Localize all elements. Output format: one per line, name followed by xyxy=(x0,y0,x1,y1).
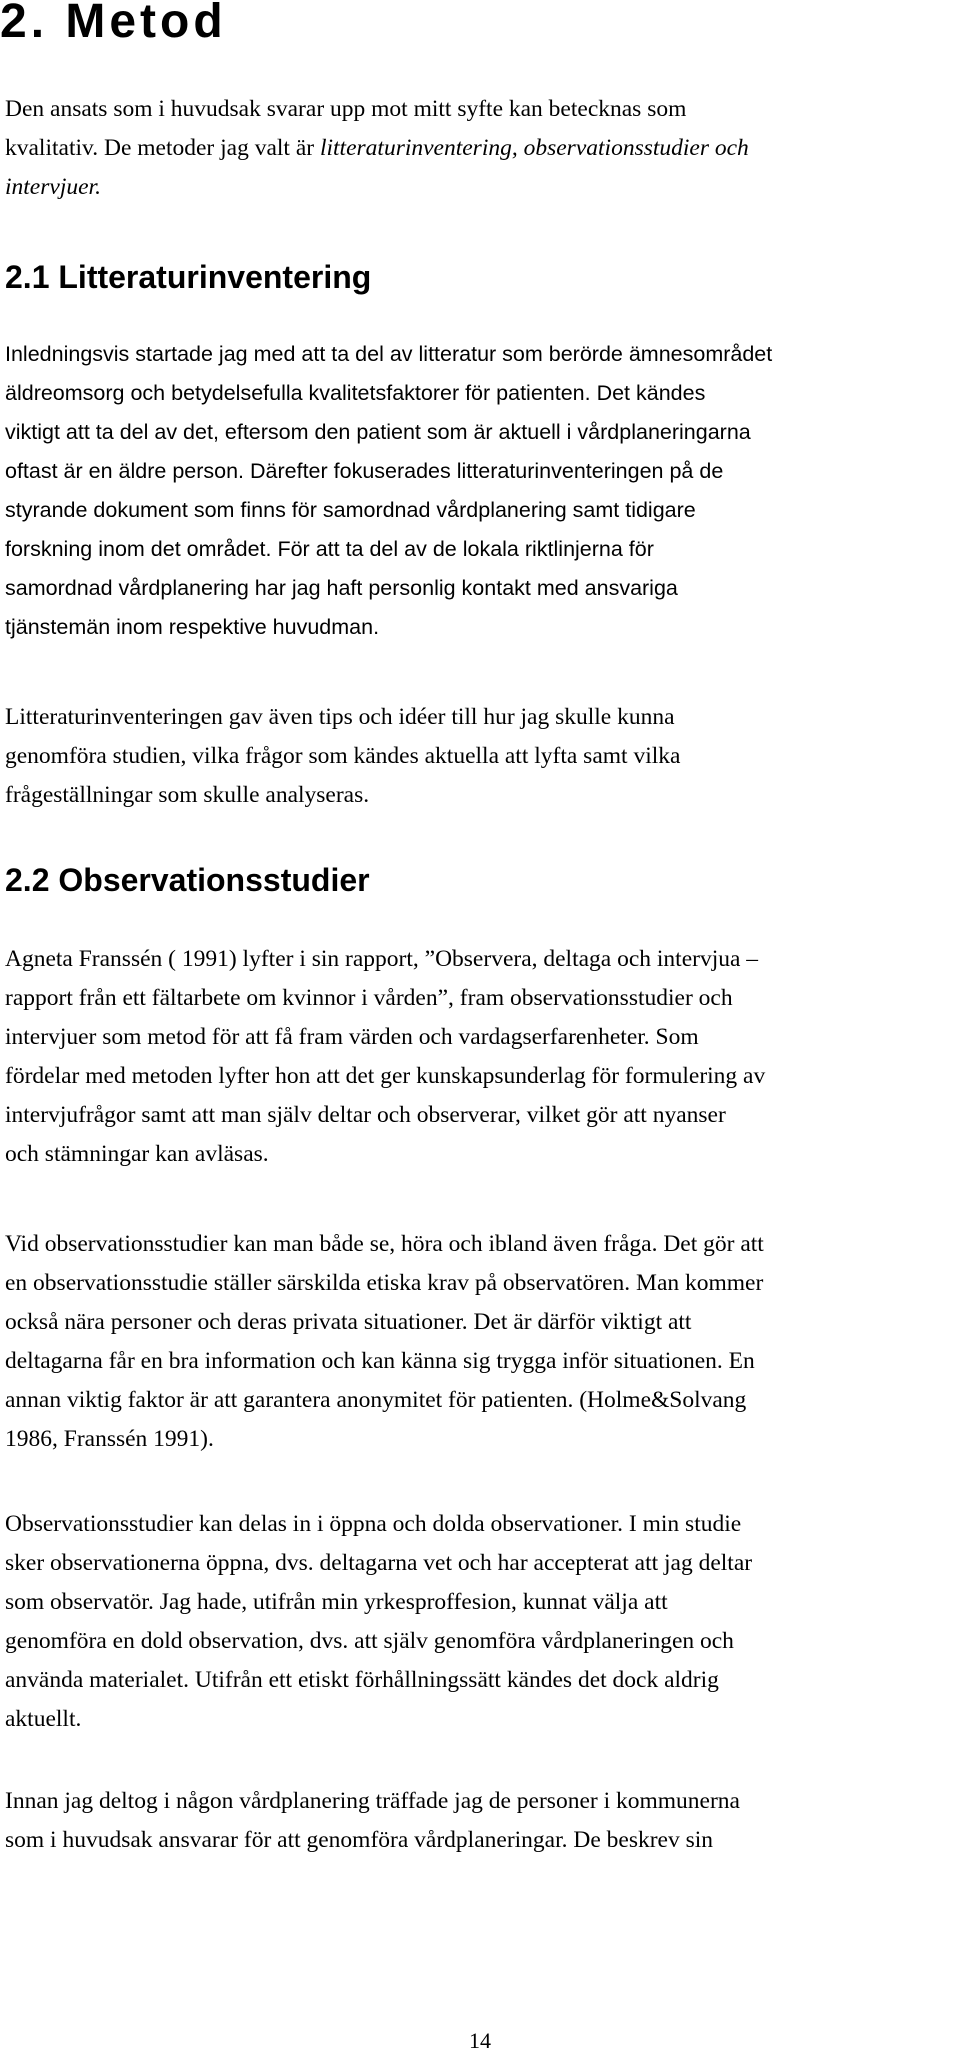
text-line: deltagarna får en bra information och kan känna sig trygga inför situationen. En xyxy=(5,1348,755,1374)
section-2-paragraph-1 xyxy=(5,940,955,1174)
text-line: som i huvudsak ansvarar för att genomföra vårdplaneringar. De beskrev sin xyxy=(5,1827,714,1853)
text-line: en observationsstudie ställer särskilda etiska krav på observatören. Man kommer xyxy=(5,1270,764,1296)
text-line: Agneta Franssén ( 1991) lyfter i sin rapport, ”Observera, deltaga och intervjua – xyxy=(5,946,759,972)
section-2-paragraph-2 xyxy=(5,1225,955,1459)
text-line: Observationsstudier kan delas in i öppna och dolda observationer. I min studie xyxy=(5,1511,742,1537)
text-line: intervjuer som metod för att få fram värden och vardagserfarenheter. Som xyxy=(5,1024,699,1050)
text-line: fördelar med metoden lyfter hon att det ger kunskapsunderlag för formulering av xyxy=(5,1063,766,1089)
text-line: 1986, Franssén 1991). xyxy=(5,1426,214,1452)
intro-paragraph xyxy=(5,90,955,207)
text-line: oftast är en äldre person. Därefter fokuserades litteraturinventeringen på de xyxy=(5,459,724,483)
intro-line: Den ansats som i huvudsak svarar upp mot mitt syfte kan betecknas som xyxy=(5,96,687,122)
text-line: Litteraturinventeringen gav även tips och idéer till hur jag skulle kunna xyxy=(5,704,675,730)
text-line: genomföra studien, vilka frågor som kändes aktuella att lyfta samt vilka xyxy=(5,743,681,769)
section-heading-observationsstudier: 2.2 Observationsstudier xyxy=(5,862,370,898)
text-line: frågeställningar som skulle analyseras. xyxy=(5,782,370,808)
text-line: intervjufrågor samt att man själv deltar och observerar, vilket gör att nyanser xyxy=(5,1102,726,1128)
text-line: och stämningar kan avläsas. xyxy=(5,1141,269,1167)
text-line: annan viktig faktor är att garantera anonymitet för patienten. (Holme&Solvang xyxy=(5,1387,747,1413)
text-line: rapport från ett fältarbete om kvinnor i vården”, fram observationsstudier och xyxy=(5,985,733,1011)
page-number: 14 xyxy=(469,2028,491,2053)
intro-line: intervjuer. xyxy=(5,174,101,200)
text-line: använda materialet. Utifrån ett etiskt förhållningssätt kändes det dock aldrig xyxy=(5,1667,719,1693)
section-2-paragraph-3 xyxy=(5,1505,955,1739)
text-line: samordnad vårdplanering har jag haft personlig kontakt med ansvariga xyxy=(5,576,678,600)
text-line: sker observationerna öppna, dvs. deltagarna vet och har accepterat att jag deltar xyxy=(5,1550,753,1576)
text-line: också nära personer och deras privata situationer. Det är därför viktigt att xyxy=(5,1309,692,1335)
text-line: Innan jag deltog i någon vårdplanering träffade jag de personer i kommunerna xyxy=(5,1788,740,1814)
section-1-paragraph-2 xyxy=(5,698,955,815)
text-line: genomföra en dold observation, dvs. att själv genomföra vårdplaneringen och xyxy=(5,1628,734,1654)
intro-line: kvalitativ. De metoder jag valt är litteraturinventering, observationsstudier och xyxy=(5,135,749,161)
text-line: som observatör. Jag hade, utifrån min yrkesproffesion, kunnat välja att xyxy=(5,1589,668,1615)
section-heading-litteraturinventering: 2.1 Litteraturinventering xyxy=(5,259,372,295)
text-line: styrande dokument som finns för samordnad vårdplanering samt tidigare xyxy=(5,498,696,522)
chapter-heading: 2. Metod xyxy=(0,0,227,48)
text-line: Vid observationsstudier kan man både se, höra och ibland även fråga. Det gör att xyxy=(5,1231,764,1257)
text-line: Inledningsvis startade jag med att ta del av litteratur som berörde ämnesområdet xyxy=(5,342,773,366)
text-line: viktigt att ta del av det, eftersom den patient som är aktuell i vårdplaneringarna xyxy=(5,420,751,444)
text-line: äldreomsorg och betydelsefulla kvalitetsfaktorer för patienten. Det kändes xyxy=(5,381,706,405)
text-line: aktuellt. xyxy=(5,1706,82,1732)
section-1-paragraph-1 xyxy=(5,335,955,647)
text-line: forskning inom det området. För att ta del av de lokala riktlinjerna för xyxy=(5,537,654,561)
text-line: tjänstemän inom respektive huvudman. xyxy=(5,615,380,639)
section-2-paragraph-4 xyxy=(5,1782,955,1860)
